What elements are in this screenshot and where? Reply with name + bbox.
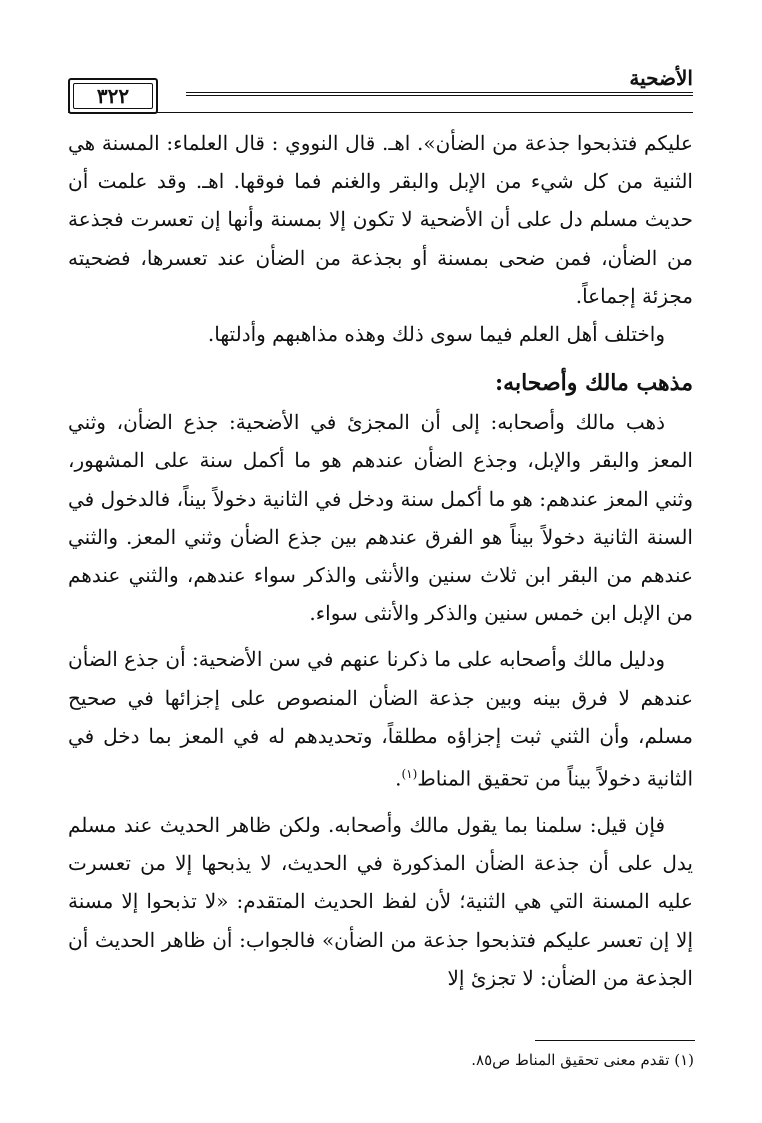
paragraph-1: عليكم فتذبحوا جذعة من الضأن». اهـ. قال النووي : قال العلماء: المسنة هي الثنية من كل شيء من الإبل والبقر والغنم فما فوقها. اهـ. وقد علمت أن حديث مسلم دل على أن الأضحية لا تكون إلا بمسنة وأنها إن تعسرت فجذعة من الضأن، فمن ضحى بمسنة أو بجذعة من الضأن عند تعسرها، فضحيته مجزئة إجماعاً. [68,131,693,308]
paragraph-4 [68,640,693,797]
page-header [68,66,693,114]
main-text [68,124,693,997]
header-rule [186,92,693,96]
paragraph-3: ذهب مالك وأصحابه: إلى أن المجزئ في الأضحية: جذع الضأن، وثني المعز والبقر والإبل، وجذع الضأن عندهم هو ما أكمل سنة على المشهور، وثني المعز عندهم: هو ما أكمل سنة ودخل في الثانية دخولاً بيناً، فالدخول في السنة الثانية دخولاً بيناً هو الفرق عندهم بين جذع الضأن وثني المعز. والثني عندهم من البقر ابن ثلاث سنين والأنثى والذكر سواء عندهم، والثني عندهم من الإبل ابن خمس سنين والذكر والأنثى سواء. [68,410,694,626]
footnote-ref[interactable]: (١) [401,767,418,782]
paragraph-4-end: . [395,766,402,791]
page-number: ٣٢٢ [68,78,158,114]
header-divider [68,112,693,113]
running-title: الأضحية [619,66,693,90]
footnote: (١) تقدم معنى تحقيق المناط ص٨٥. [471,1051,694,1069]
footnote-rule [535,1040,695,1041]
paragraph-2: واختلف أهل العلم فيما سوى ذلك وهذه مذاهبهم وأدلتها. [207,322,665,347]
paragraph-5: فإن قيل: سلمنا بما يقول مالك وأصحابه. ولكن ظاهر الحديث عند مسلم يدل على أن جذعة الضأن المذكورة في الحديث، لا يذبحها إلا من تعسرت عليه المسنة التي هي الثنية؛ لأن لفظ الحديث المتقدم: «لا تذبحوا إلا مسنة إلا إن تعسر عليكم فتذبحوا جذعة من الضأن» فالجواب: أن ظاهر الحديث أن الجذعة من الضأن: لا تجزئ إلا [68,812,693,990]
paragraph-4-text: ودليل مالك وأصحابه على ما ذكرنا عنهم في سن الأضحية: أن جذع الضأن عندهم لا فرق بينه وبين جذعة الضأن المنصوص على إجزائها في صحيح مسلم، وأن الثني ثبت إجزاؤه مطلقاً، وتحديدهم له في المعز بما دخل في الثانية دخولاً بيناً من تحقيق المناط [68,647,693,791]
section-heading: مذهب مالك وأصحابه: [495,370,693,397]
